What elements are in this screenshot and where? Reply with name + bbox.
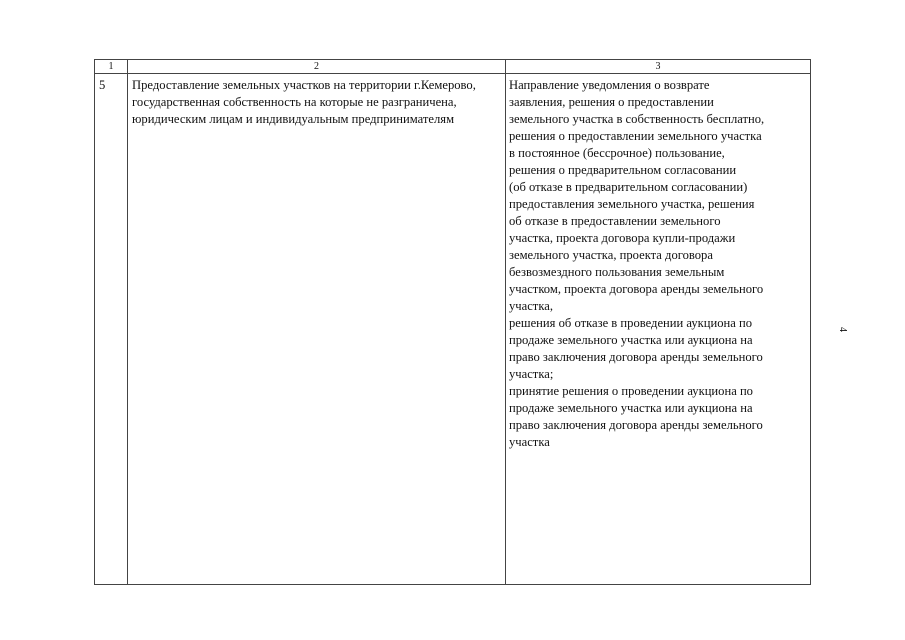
result-line: участка; (509, 367, 554, 381)
page-number: 4 (837, 327, 848, 332)
header-col-1: 1 (95, 60, 128, 74)
table-header-row (95, 60, 811, 74)
result-line: об отказе в предоставлении земельного (509, 214, 721, 228)
row-number: 5 (95, 74, 128, 585)
result-line: безвозмездного пользования земельным (509, 265, 725, 279)
result-line: решения об отказе в проведении аукциона по (509, 316, 753, 330)
result-line: принятие решения о проведении аукциона по (509, 384, 753, 398)
services-table (94, 59, 811, 585)
result-line: земельного участка, проекта договора (509, 248, 713, 262)
table-row (95, 74, 811, 585)
service-result (506, 74, 811, 585)
result-line: предоставления земельного участка, решения (509, 197, 755, 211)
result-line: право заключения договора аренды земельного (509, 418, 763, 432)
result-line: участка, проекта договора купли-продажи (509, 231, 736, 245)
header-col-3: 3 (506, 60, 811, 74)
result-line: продаже земельного участка или аукциона на (509, 333, 753, 347)
result-line: (об отказе в предварительном согласовании) (509, 180, 748, 194)
result-line: решения о предоставлении земельного участка (509, 129, 762, 143)
service-name: Предоставление земельных участков на территории г.Кемерово, государственная собственность на которые не разграничена, юридическим лицам и индивидуальным предпринимателям (128, 74, 506, 585)
header-col-2: 2 (128, 60, 506, 74)
result-line: участка (509, 435, 550, 449)
result-line: Направление уведомления о возврате (509, 78, 710, 92)
result-line: в постоянное (бессрочное) пользование, (509, 146, 725, 160)
result-line: продаже земельного участка или аукциона на (509, 401, 753, 415)
result-line: участка, (509, 299, 553, 313)
result-line: земельного участка в собственность бесплатно, (509, 112, 765, 126)
result-line: решения о предварительном согласовании (509, 163, 737, 177)
result-line: заявления, решения о предоставлении (509, 95, 714, 109)
result-line: участком, проекта договора аренды земельного (509, 282, 764, 296)
result-line: право заключения договора аренды земельного (509, 350, 763, 364)
